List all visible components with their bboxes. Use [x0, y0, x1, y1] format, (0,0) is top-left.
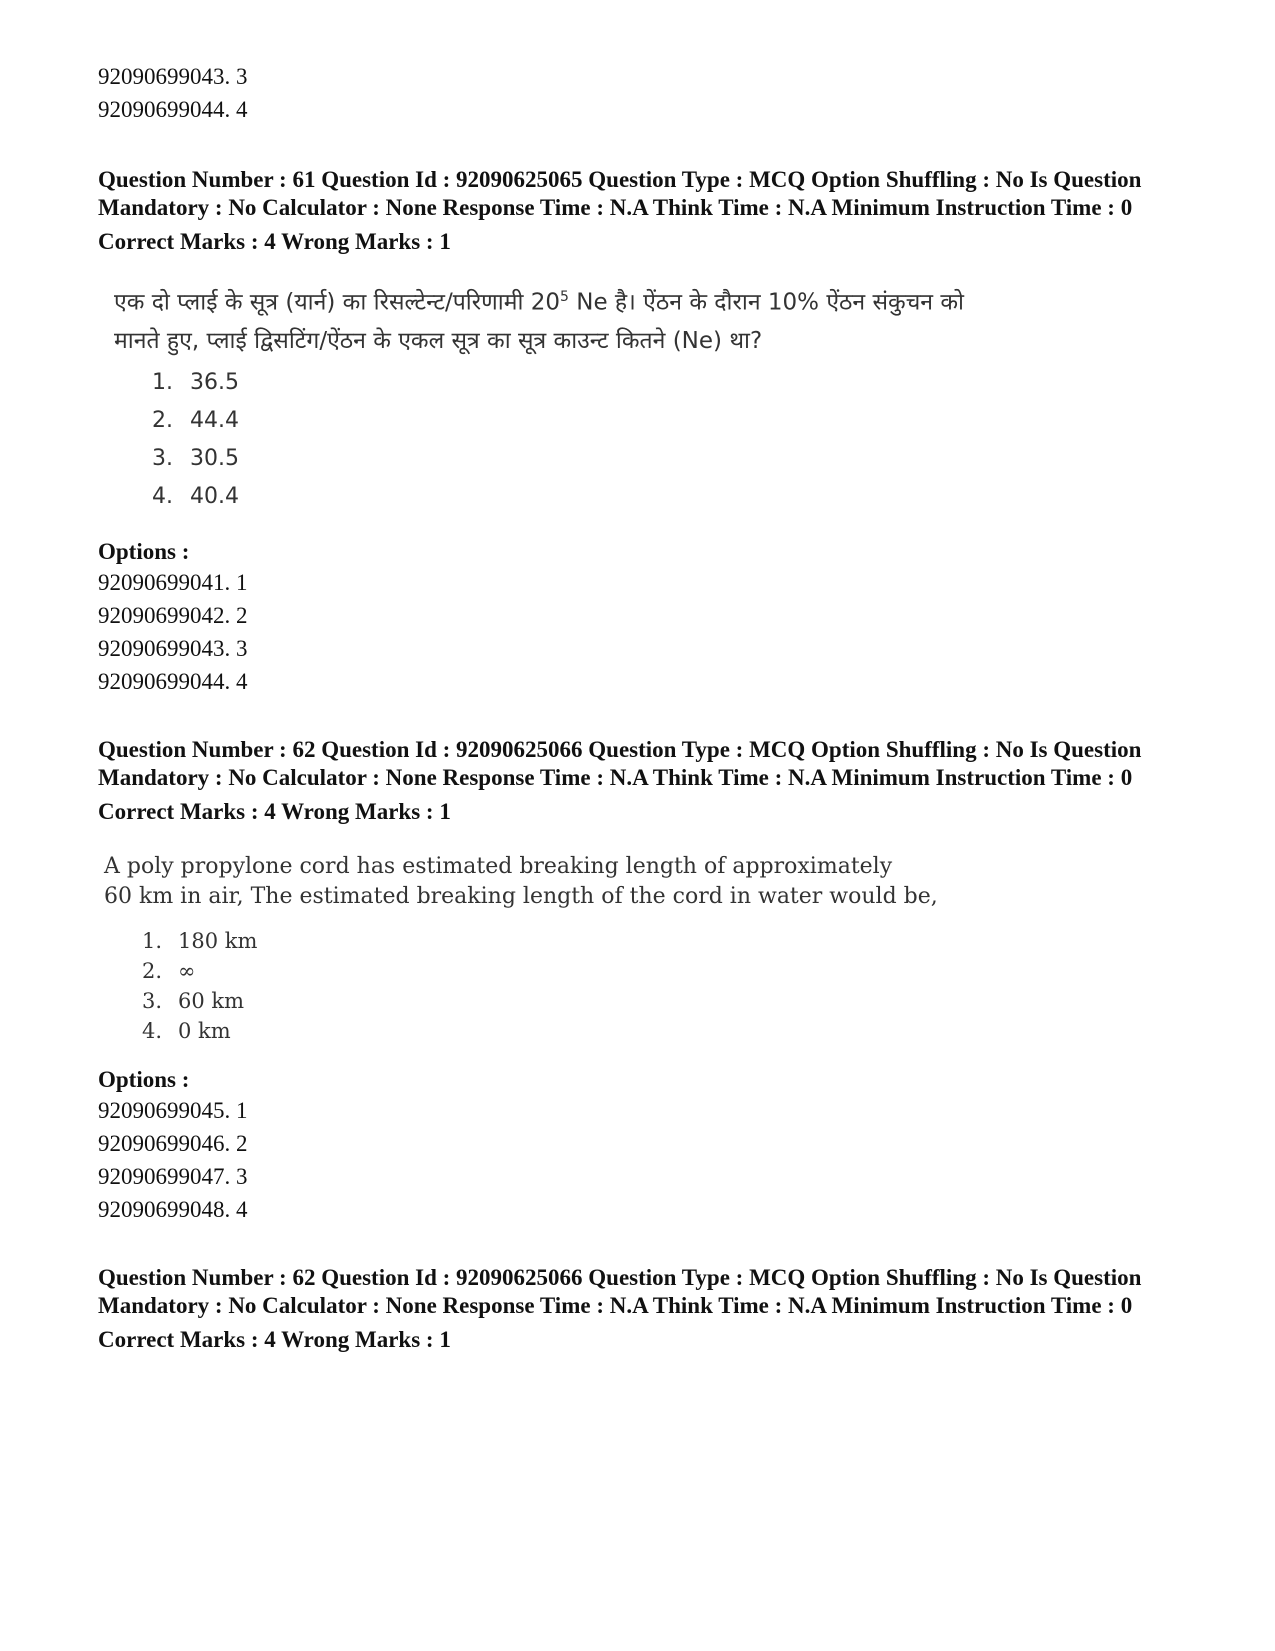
choice-list	[98, 926, 1198, 1046]
options-list	[98, 1094, 1198, 1226]
stem-text: एक दो प्लाई के सूत्र (यार्न) का रिसल्टेन्ट/परिणामी 20	[114, 289, 561, 316]
option-line: 92090699044. 4	[98, 97, 248, 122]
choice-item	[152, 478, 1198, 516]
question-header: Question Number : 62 Question Id : 92090625066 Question Type : MCQ Option Shuffling : No Is Question Mandatory : No Calculator : None Response Time : N.A Think Time : N.A Minimum Instruction Time : 0	[98, 736, 1142, 790]
choice-number: 3.	[152, 445, 173, 471]
question-stem	[98, 852, 1004, 912]
option-line: 92090699042. 2	[98, 602, 248, 628]
choice-item	[152, 440, 1198, 478]
option-line: 92090699044. 4	[98, 668, 248, 694]
choice-text: 40.4	[190, 483, 239, 509]
stem-text: Ne है। ऐंठन के दौरान 10% ऐंठन संकुचन को मानते हुए, प्लाई द्विसटिंग/ऐंठन के एकल सूत्र का सूत्र काउन्ट कितने (Ne) था?	[114, 289, 965, 354]
option-line: 92090699041. 1	[98, 569, 248, 595]
choice-item	[142, 986, 1198, 1016]
choice-number: 2.	[152, 407, 173, 433]
choice-list	[98, 364, 1198, 516]
choice-number: 1.	[152, 369, 173, 395]
stem-line: A poly propylone cord has estimated breaking length of approximately	[104, 853, 893, 879]
question-block-62	[98, 736, 1198, 1226]
options-label: Options :	[98, 1066, 190, 1092]
previous-options-list	[98, 60, 1198, 126]
choice-number: 2.	[142, 958, 163, 983]
option-line: 92090699043. 3	[98, 64, 248, 89]
option-line: 92090699048. 4	[98, 1196, 248, 1222]
option-line: 92090699043. 3	[98, 635, 248, 661]
question-block-61	[98, 166, 1198, 698]
choice-text: 60 km	[178, 988, 245, 1013]
choice-text: 36.5	[190, 369, 239, 395]
choice-item	[152, 402, 1198, 440]
question-marks: Correct Marks : 4 Wrong Marks : 1	[98, 1326, 451, 1352]
choice-number: 3.	[142, 988, 163, 1013]
question-block-62-repeat	[98, 1264, 1198, 1354]
question-image	[98, 852, 1198, 1046]
choice-text: ∞	[178, 958, 196, 983]
choice-item	[142, 926, 1198, 956]
options-list	[98, 566, 1198, 698]
choice-text: 0 km	[178, 1018, 231, 1043]
option-line: 92090699046. 2	[98, 1130, 248, 1156]
question-marks: Correct Marks : 4 Wrong Marks : 1	[98, 229, 451, 254]
stem-line: 60 km in air, The estimated breaking length of the cord in water would be,	[104, 883, 938, 909]
question-header: Question Number : 61 Question Id : 92090625065 Question Type : MCQ Option Shuffling : No Is Question Mandatory : No Calculator : None Response Time : N.A Think Time : N.A Minimum Instruction Time : 0	[98, 167, 1142, 220]
stem-superscript: 5	[560, 289, 569, 305]
option-line: 92090699045. 1	[98, 1097, 248, 1123]
question-image	[98, 278, 1198, 516]
question-stem	[98, 278, 994, 360]
choice-number: 4.	[152, 483, 173, 509]
choice-item	[142, 956, 1198, 986]
choice-text: 30.5	[190, 445, 239, 471]
document-page	[98, 60, 1198, 1354]
choice-item	[142, 1016, 1198, 1046]
question-header: Question Number : 62 Question Id : 92090625066 Question Type : MCQ Option Shuffling : No Is Question Mandatory : No Calculator : None Response Time : N.A Think Time : N.A Minimum Instruction Time : 0	[98, 1264, 1142, 1318]
choice-number: 4.	[142, 1018, 163, 1043]
option-line: 92090699047. 3	[98, 1163, 248, 1189]
choice-item	[152, 364, 1198, 402]
question-marks: Correct Marks : 4 Wrong Marks : 1	[98, 798, 451, 824]
choice-text: 180 km	[178, 928, 258, 953]
choice-text: 44.4	[190, 407, 239, 433]
options-label: Options :	[98, 538, 190, 564]
choice-number: 1.	[142, 928, 163, 953]
